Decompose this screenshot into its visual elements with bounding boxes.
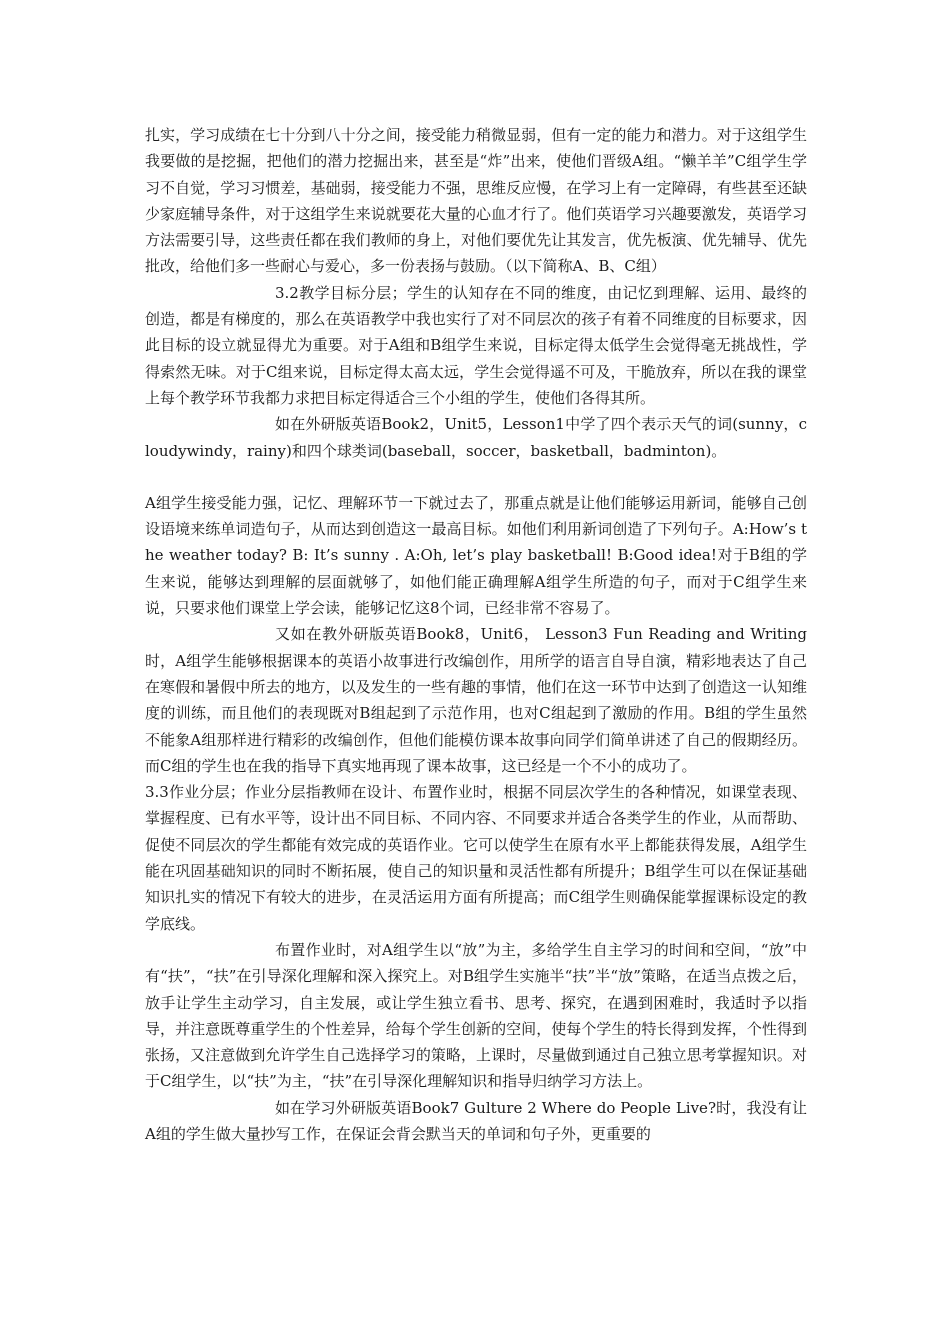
paragraph-book7-example: 如在学习外研版英语Book7 Gulture 2 Where do People Live?时，我没有让A组的学生做大量抄写工作，在保证会背会默当天的单词和句子外，更重要的 bbox=[145, 1098, 807, 1143]
paragraph-book2-example: 如在外研版英语Book2，Unit5，Lesson1中学了四个表示天气的词(sunny，cloudywindy，rainy)和四个球类词(baseball，soccer，basketball，badminton)。 bbox=[145, 415, 807, 460]
document-body bbox=[145, 122, 807, 1147]
paragraph-book8-example: 又如在教外研版英语Book8，Unit6， Lesson3 Fun Reading and Writing时，A组学生能够根据课本的英语小故事进行改编创作，用所学的语言自导自演，精彩地表达了自己在寒假和暑假中所去的地方，以及发生的一些有趣的事情，他们在这一环节中达到了创造这一认知维度的训练，而且他们的表现既对B组起到了示范作用，也对C组起到了激励的作用。B组的学生虽然不能象A组那样进行精彩的改编创作，但他们能模仿课本故事向同学们简单讲述了自己的假期经历。而C组的学生也在我的指导下真实地再现了课本故事，这已经是一个不小的成功了。 bbox=[145, 625, 807, 775]
paragraph-group-descriptions: 扎实，学习成绩在七十分到八十分之间，接受能力稍微显弱，但有一定的能力和潜力。对于这组学生我要做的是挖掘，把他们的潜力挖掘出来，甚至是“炸”出来，使他们晋级A组。“懒羊羊”C组学生学习不自觉，学习习惯差，基础弱，接受能力不强，思维反应慢，在学习上有一定障碍，有些甚至还缺少家庭辅导条件，对于这组学生来说就要花大量的心血才行了。他们英语学习兴趣要激发，英语学习方法需要引导，这些责任都在我们教师的身上，对他们要优先让其发言，优先板演、优先辅导、优先批改，给他们多一些耐心与爱心，多一份表扬与鼓励。（以下简称A、B、C组） bbox=[145, 126, 807, 276]
paragraph-group-a-example: A组学生接受能力强，记忆、理解环节一下就过去了，那重点就是让他们能够运用新词，能够自己创设语境来练单词造句子，从而达到创造这一最高目标。如他们利用新词创造了下列句子。A:How’s the weather today? B: It’s sunny . A:Oh, let’s play basketball! B:Good idea!对于B组的学生来说，能够达到理解的层面就够了，如他们能正确理解A组学生所造的句子，而对于C组学生来说，只要求他们课堂上学会读，能够记忆这8个词，已经非常不容易了。 bbox=[145, 493, 807, 618]
paragraph-teaching-goals: 3.2教学目标分层；学生的认知存在不同的维度，由记忆到理解、运用、最终的创造，都是有梯度的，那么在英语教学中我也实行了对不同层次的孩子有着不同维度的目标要求，因此目标的设立就显得尤为重要。对于A组和B组学生来说，目标定得太低学生会觉得毫无挑战性，学得索然无味。对于C组来说，目标定得太高太远，学生会觉得遥不可及，干脆放弃，所以在我的课堂上每个教学环节我都力求把目标定得适合三个小组的学生，使他们各得其所。 bbox=[145, 283, 807, 407]
paragraph-assign-homework: 布置作业时，对A组学生以“放”为主，多给学生自主学习的时间和空间，“放”中有“扶”，“扶”在引导深化理解和深入探究上。对B组学生实施半“扶”半“放”策略，在适当点拨之后，放手让学生主动学习，自主发展，或让学生独立看书、思考、探究，在遇到困难时，我适时予以指导，并注意既尊重学生的个性差异，给每个学生创新的空间，使每个学生的特长得到发挥，个性得到张扬，又注意做到允许学生自己选择学习的策略，上课时，尽量做到通过自己独立思考掌握知识。对于C组学生，以“扶”为主，“扶”在引导深化理解知识和指导归纳学习方法上。 bbox=[145, 940, 807, 1091]
paragraph-homework-layering: 3.3作业分层；作业分层指教师在设计、布置作业时，根据不同层次学生的各种情况，如课堂表现、掌握程度、已有水平等，设计出不同目标、不同内容、不同要求并适合各类学生的作业，从而帮助、促使不同层次的学生都能有效完成的英语作业。它可以使学生在原有水平上都能获得发展，A组学生能在巩固基础知识的同时不断拓展，使自己的知识量和灵活性都有所提升；B组学生可以在保证基础知识扎实的情况下有较大的进步，在灵活运用方面有所提高；而C组学生则确保能掌握课标设定的教学底线。 bbox=[145, 783, 807, 933]
